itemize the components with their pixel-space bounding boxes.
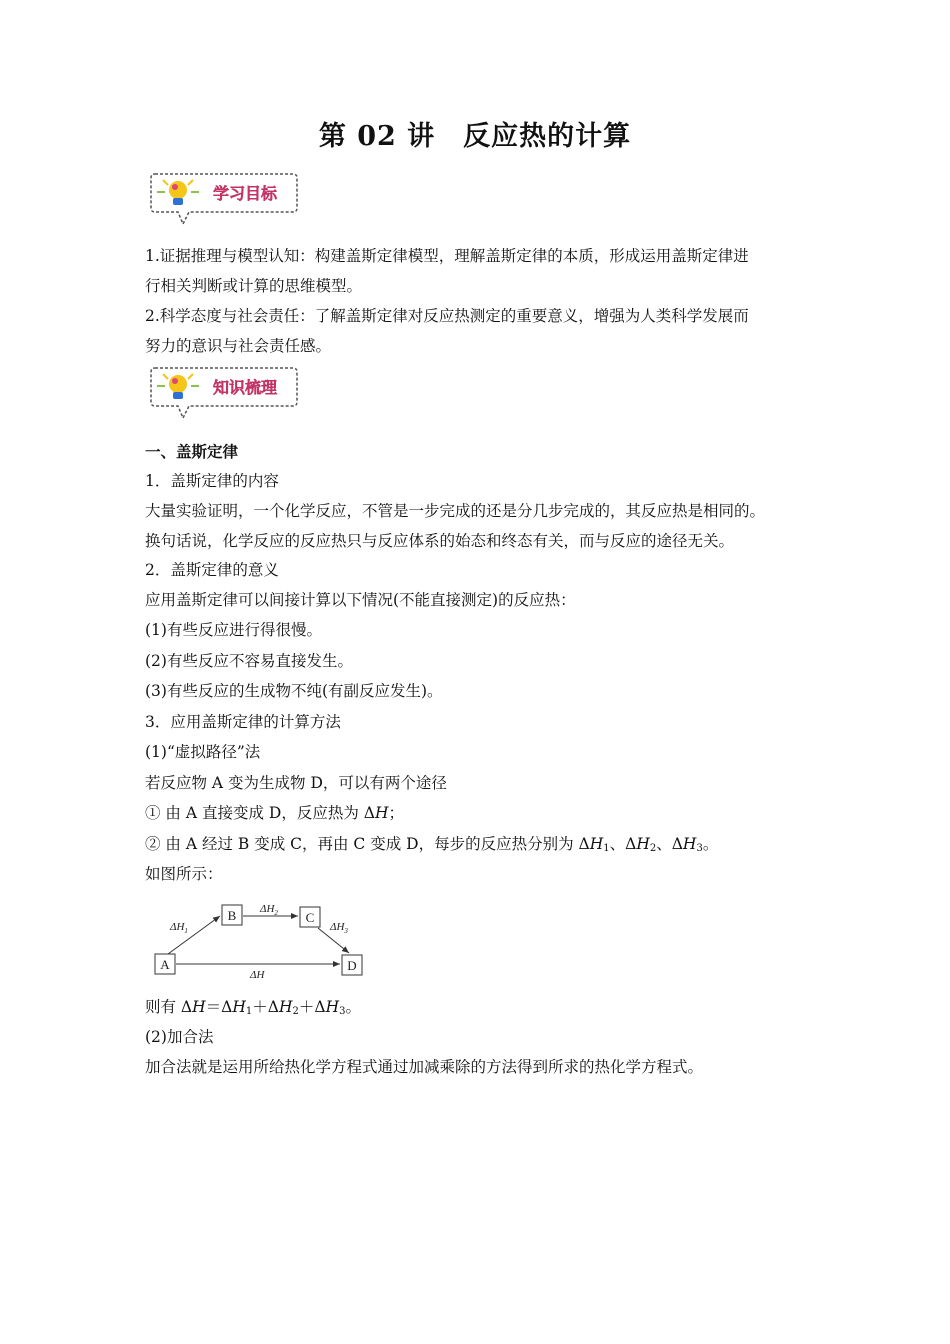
method-1-description: 若反应物 A 变为生成物 D，可以有两个途径	[145, 774, 447, 792]
case-2: (2)有些反应不容易直接发生。	[145, 652, 353, 670]
node-c-label: C	[305, 910, 315, 925]
badge-label: 知识梳理	[212, 378, 278, 397]
goal-2-line-2: 努力的意识与社会责任感。	[145, 337, 332, 355]
case-3: (3)有些反应的生成物不纯(有副反应发生)。	[145, 682, 443, 700]
knowledge-review-badge	[145, 362, 301, 424]
result-equation: 则有 $\Delta H=\Delta H_1+\Delta H_2+\Delta H_3$。	[145, 998, 361, 1017]
section-heading: 一、盖斯定律	[145, 442, 239, 461]
label-delta-h: ΔH	[250, 969, 265, 980]
figure-caption: 如图所示：	[145, 865, 223, 883]
subheading-method: 3．应用盖斯定律的计算方法	[145, 713, 341, 731]
page-title: 第 02 讲 反应热的计算	[318, 121, 632, 152]
learning-goals-badge	[145, 168, 301, 230]
subheading-content: 1．盖斯定律的内容	[145, 472, 279, 490]
goal-1-line-1: 1.证据推理与模型认知：构建盖斯定律模型，理解盖斯定律的本质，形成运用盖斯定律进	[145, 247, 749, 265]
path-2: ② 由 A 经过 B 变成 C，再由 C 变成 D，每步的反应热分别为 $\Delta H_1$、$\Delta H_2$、$\Delta H_3$。	[145, 835, 719, 854]
method-2-title: (2)加合法	[145, 1028, 214, 1046]
badge-label: 学习目标	[212, 184, 278, 203]
case-1: (1)有些反应进行得很慢。	[145, 621, 322, 639]
paragraph-2: 应用盖斯定律可以间接计算以下情况(不能直接测定)的反应热：	[145, 591, 576, 609]
label-delta-h1: $\Delta H_1$	[170, 921, 188, 935]
node-b-label: B	[227, 908, 237, 923]
subheading-significance: 2．盖斯定律的意义	[145, 561, 279, 579]
paragraph-1-line-2: 换句话说，化学反应的反应热只与反应体系的始态和终态有关，而与反应的途径无关。	[145, 532, 735, 550]
paragraph-1-line-1: 大量实验证明，一个化学反应，不管是一步完成的还是分几步完成的，其反应热是相同的。	[145, 502, 766, 520]
path-1: ① 由 A 直接变成 D，反应热为 ΔH；	[145, 804, 404, 822]
node-a-label: A	[160, 957, 170, 972]
label-delta-h3: $\Delta H_3$	[330, 921, 348, 935]
goal-1-line-2: 行相关判断或计算的思维模型。	[145, 277, 363, 295]
node-d-label: D	[347, 958, 357, 973]
method-2-description: 加合法就是运用所给热化学方程式通过加减乘除的方法得到所求的热化学方程式。	[145, 1058, 704, 1076]
goal-2-line-1: 2.科学态度与社会责任：了解盖斯定律对反应热测定的重要意义，增强为人类科学发展而	[145, 307, 749, 325]
hess-path-diagram	[150, 900, 370, 980]
method-1-title: (1)“虚拟路径”法	[145, 743, 261, 761]
label-delta-h2: $\Delta H_2$	[260, 903, 278, 917]
